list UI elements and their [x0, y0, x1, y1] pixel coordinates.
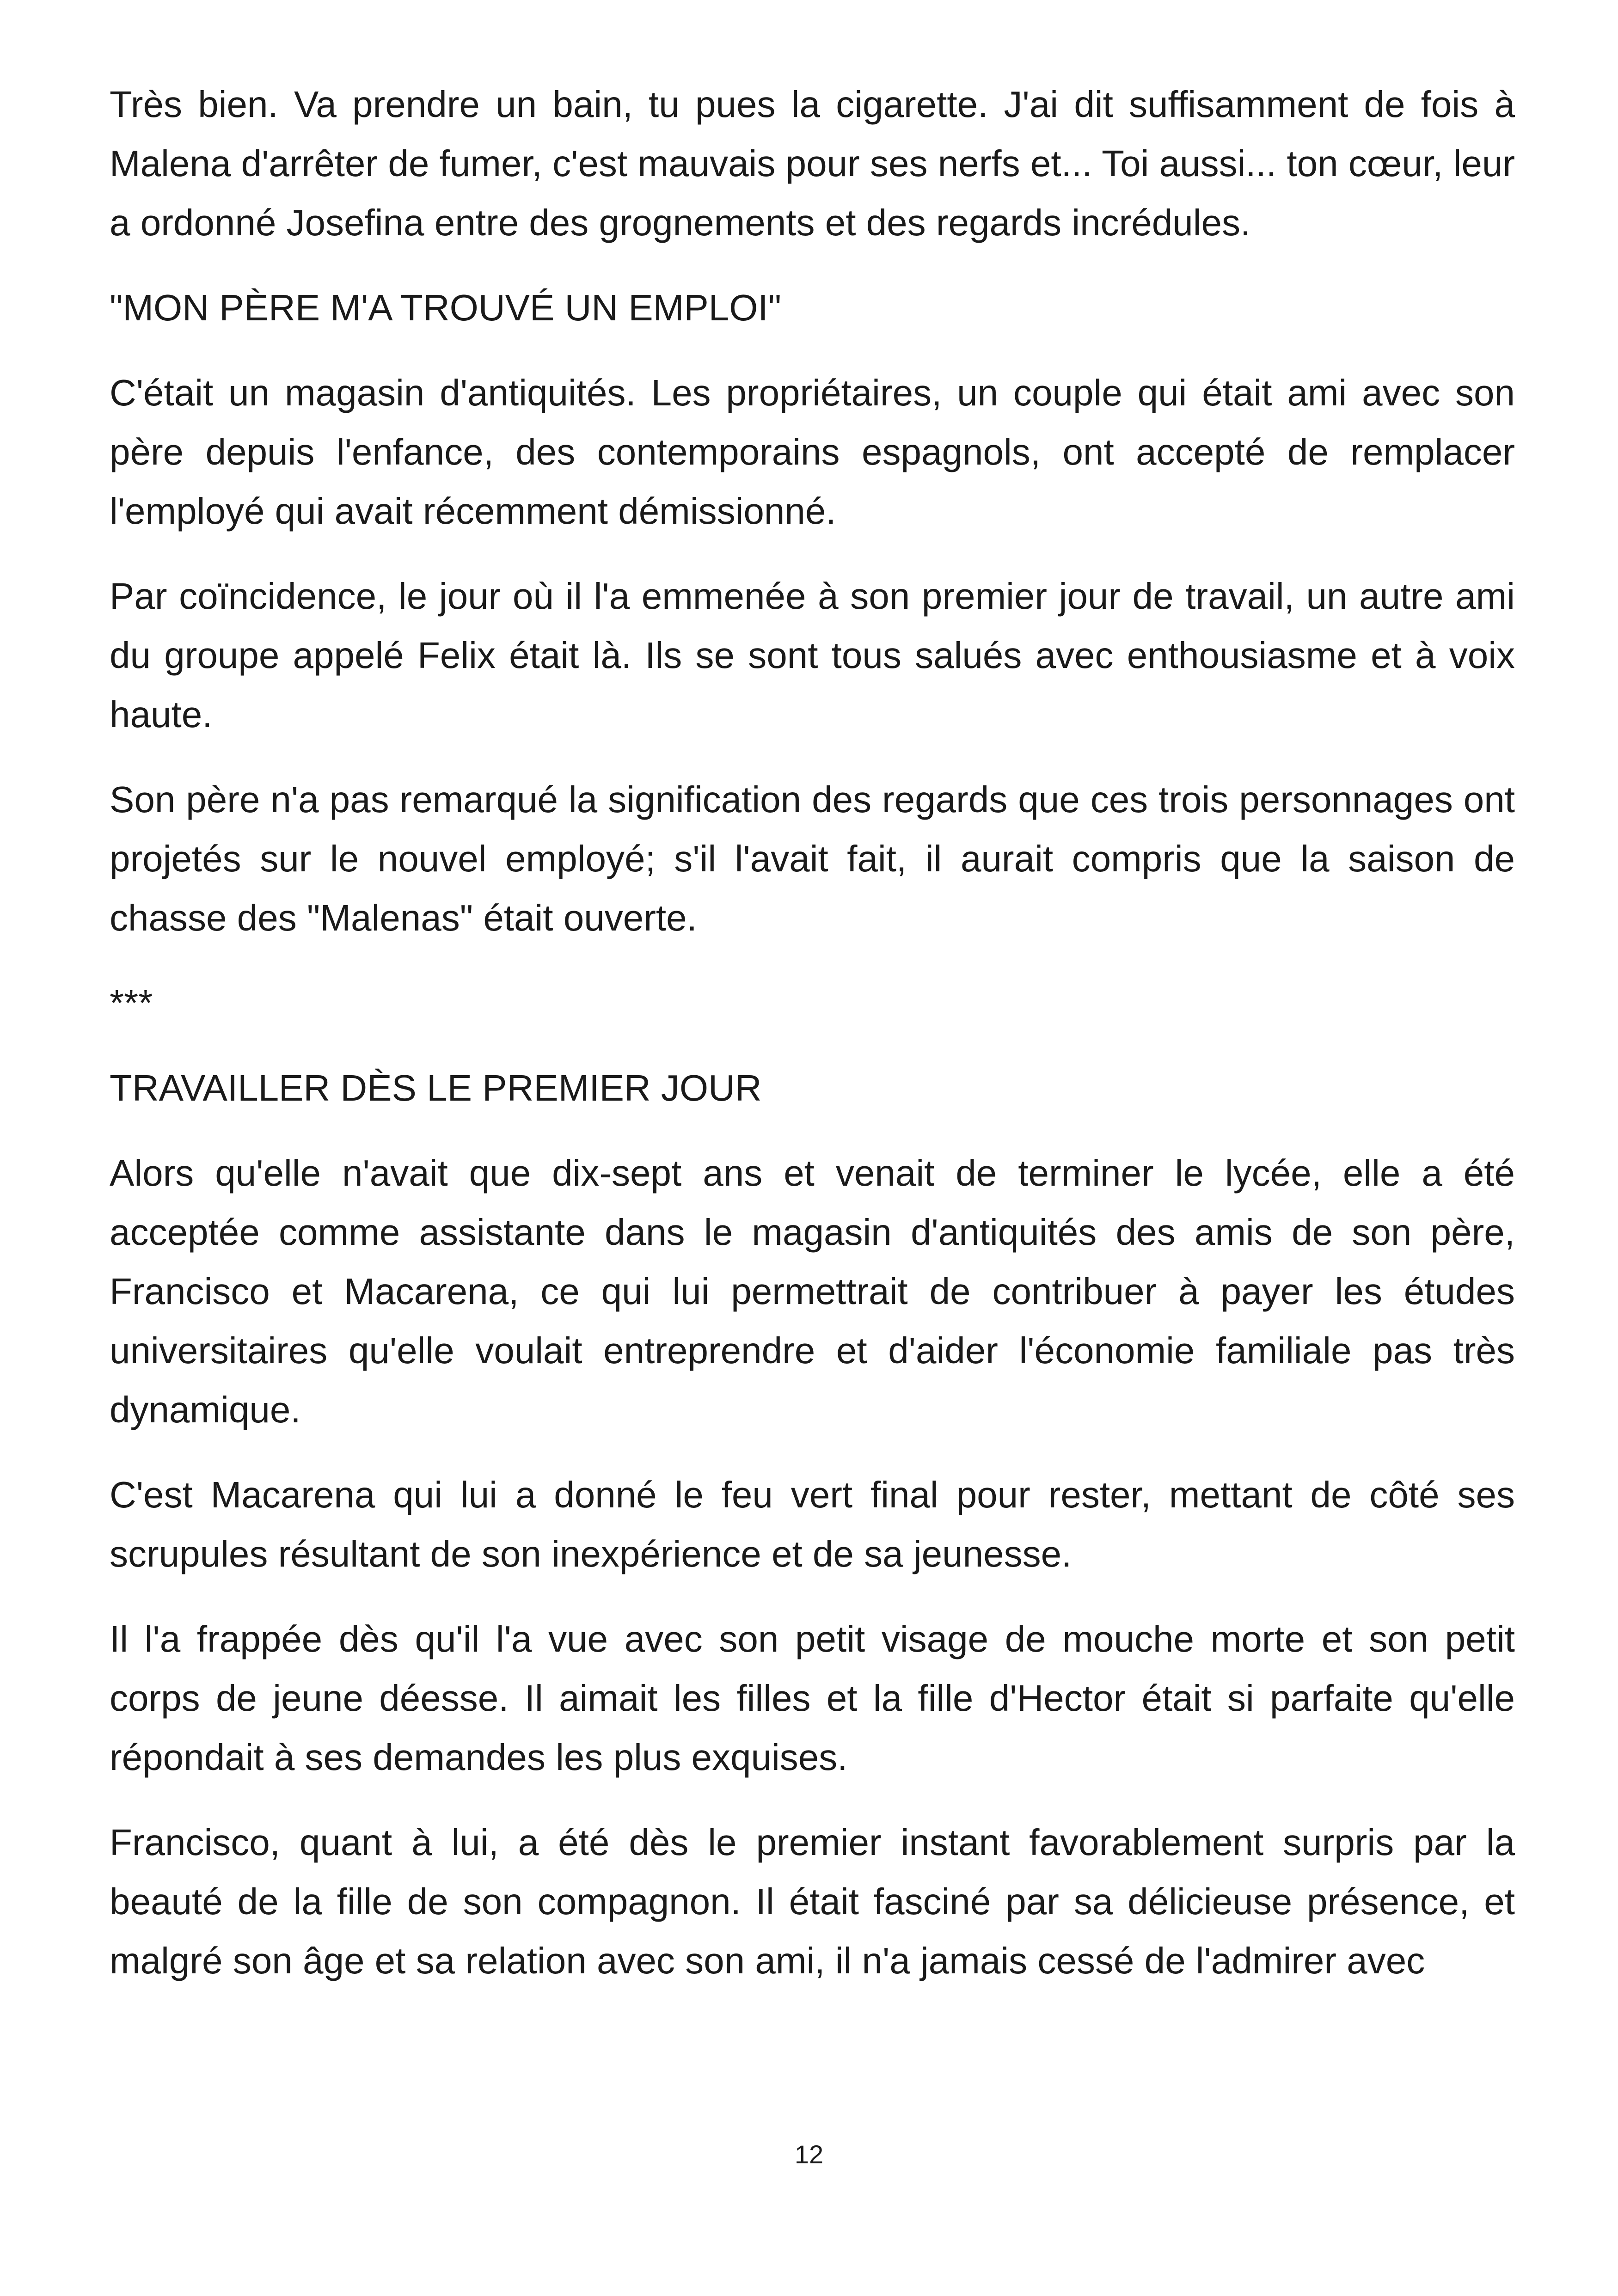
- paragraph-josefina: Très bien. Va prendre un bain, tu pues la cigarette. J'ai dit suffisamment de fois à Malena d'arrêter de fumer, c'est mauvais pour ses nerfs et... Toi aussi... ton cœur, leur a ordonné Josefina entre des grognements et des regards incrédules.: [110, 84, 1515, 243]
- page-body: [110, 75, 1515, 2016]
- paragraph-macarena: C'est Macarena qui lui a donné le feu vert final pour rester, mettant de côté ses scrupules résultant de son inexpérience et de sa jeunesse.: [110, 1474, 1515, 1574]
- section-heading-emploi: "MON PÈRE M'A TROUVÉ UN EMPLOI": [110, 287, 782, 328]
- paragraph-francisco: Francisco, quant à lui, a été dès le premier instant favorablement surpris par la beauté de la fille de son compagnon. Il était fasciné par sa délicieuse présence, et malgré son âge et sa relation avec son ami, il n'a jamais cessé de l'admirer avec: [110, 1822, 1515, 1981]
- paragraph-dix-sept-ans: Alors qu'elle n'avait que dix-sept ans et venait de terminer le lycée, elle a été acceptée comme assistante dans le magasin d'antiquités des amis de son père, Francisco et Macarena, ce qui lui permettrait de contribuer à payer les études universitaires qu'elle voulait entreprendre et d'aider l'économie familiale pas très dynamique.: [110, 1152, 1515, 1430]
- page-number: 12: [794, 2140, 824, 2169]
- section-heading-travailler: TRAVAILLER DÈS LE PREMIER JOUR: [110, 1067, 762, 1108]
- paragraph-regards: Son père n'a pas remarqué la signification des regards que ces trois personnages ont projetés sur le nouvel employé; s'il l'avait fait, il aurait compris que la saison de chasse des "Malenas" était ouverte.: [110, 779, 1515, 938]
- paragraph-magasin: C'était un magasin d'antiquités. Les propriétaires, un couple qui était ami avec son père depuis l'enfance, des contemporains espagnols, ont accepté de remplacer l'employé qui avait récemment démissionné.: [110, 372, 1515, 532]
- paragraph-deesse: Il l'a frappée dès qu'il l'a vue avec son petit visage de mouche morte et son petit corps de jeune déesse. Il aimait les filles et la fille d'Hector était si parfaite qu'elle répondait à ses demandes les plus exquises.: [110, 1618, 1515, 1778]
- paragraph-felix: Par coïncidence, le jour où il l'a emmenée à son premier jour de travail, un autre ami du groupe appelé Felix était là. Ils se sont tous salués avec enthousiasme et à voix haute.: [110, 576, 1515, 735]
- scene-separator: ***: [110, 982, 153, 1023]
